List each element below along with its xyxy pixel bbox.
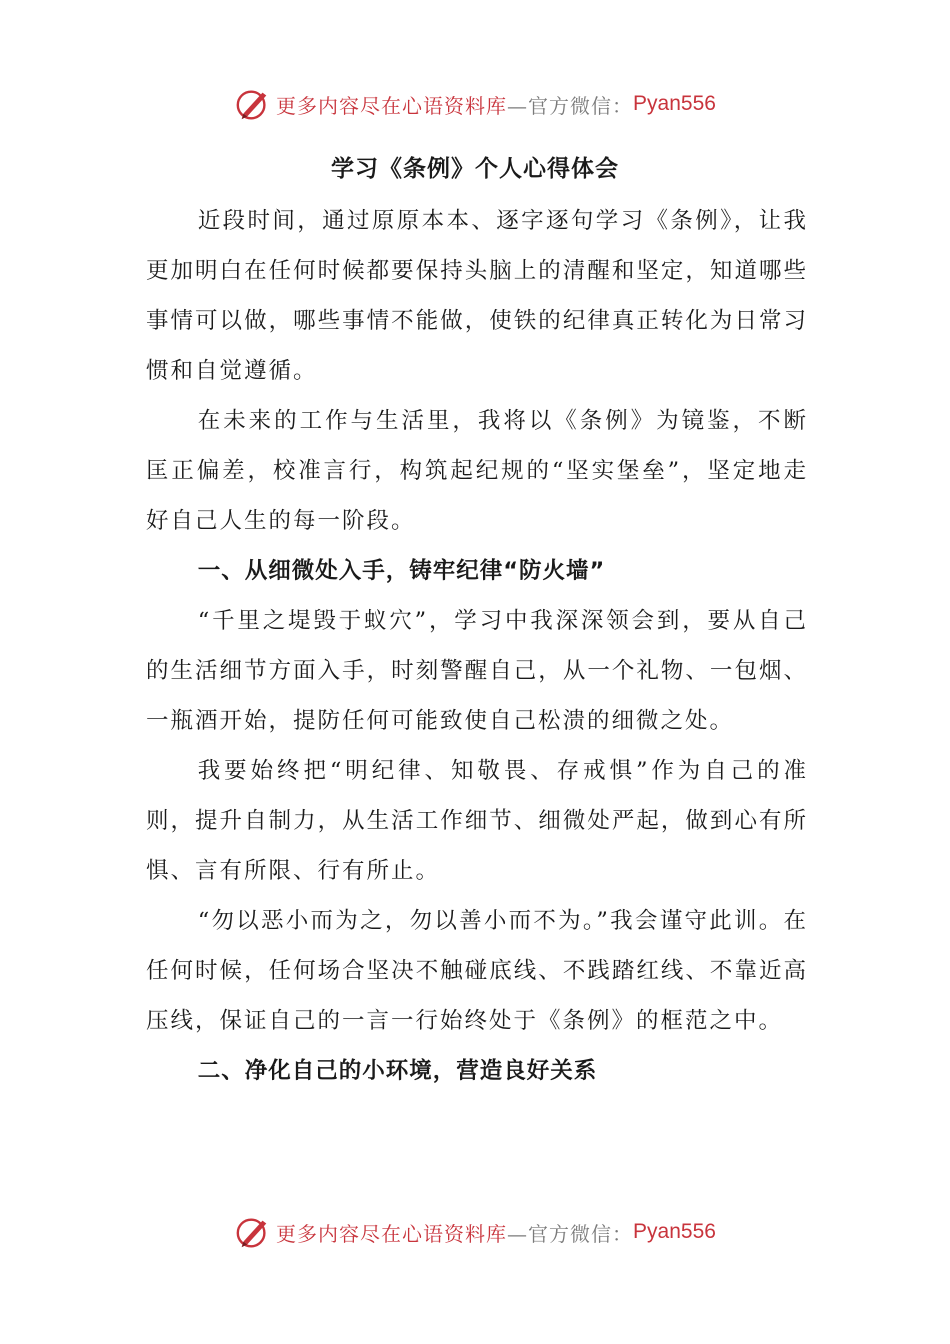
watermark-brand: 更多内容尽在心语资料库 xyxy=(276,1221,508,1246)
pen-logo-icon xyxy=(234,85,272,123)
body-paragraph: “勿以恶小而为之，勿以善小而不为。”我会谨守此训。在任何时候，任何场合坚决不触碰底线、不践踏红线、不靠近高压线，保证自己的一言一行始终处于《条例》的框范之中。 xyxy=(146,908,808,1034)
section-heading: 二、净化自己的小环境，营造良好关系 xyxy=(197,1058,598,1084)
body-paragraph: 近段时间，通过原原本本、逐字逐句学习《条例》，让我更加明白在任何时候都要保持头脑上的清醒和坚定，知道哪些事情可以做，哪些事情不能做，使铁的纪律真正转化为日常习惯和自觉遵循。 xyxy=(146,208,808,384)
document-body xyxy=(146,196,808,1096)
section-heading: 一、从细微处入手，铸牢纪律“防火墙” xyxy=(197,558,606,584)
watermark-brand: 更多内容尽在心语资料库 xyxy=(276,93,508,118)
body-paragraph: 我要始终把“明纪律、知敬畏、存戒惧”作为自己的准则，提升自制力，从生活工作细节、细微处严起，做到心有所惧、言有所限、行有所止。 xyxy=(146,758,808,884)
body-paragraph: 在未来的工作与生活里，我将以《条例》为镜鉴，不断匡正偏差，校准言行，构筑起纪规的“坚实堡垒”，坚定地走好自己人生的每一阶段。 xyxy=(146,408,808,534)
document-title: 学习《条例》个人心得体会 xyxy=(331,156,619,182)
watermark-account: Pyan556 xyxy=(633,1220,716,1243)
header-watermark xyxy=(0,82,950,126)
footer-watermark xyxy=(0,1210,950,1254)
watermark-wechat-label: —官方微信： xyxy=(507,1221,634,1246)
watermark-wechat-label: —官方微信： xyxy=(507,93,634,118)
watermark-account: Pyan556 xyxy=(633,92,716,115)
pen-logo-icon xyxy=(234,1213,272,1251)
body-paragraph: “千里之堤毁于蚁穴”，学习中我深深领会到，要从自己的生活细节方面入手，时刻警醒自己，从一个礼物、一包烟、一瓶酒开始，提防任何可能致使自己松溃的细微之处。 xyxy=(146,608,808,734)
